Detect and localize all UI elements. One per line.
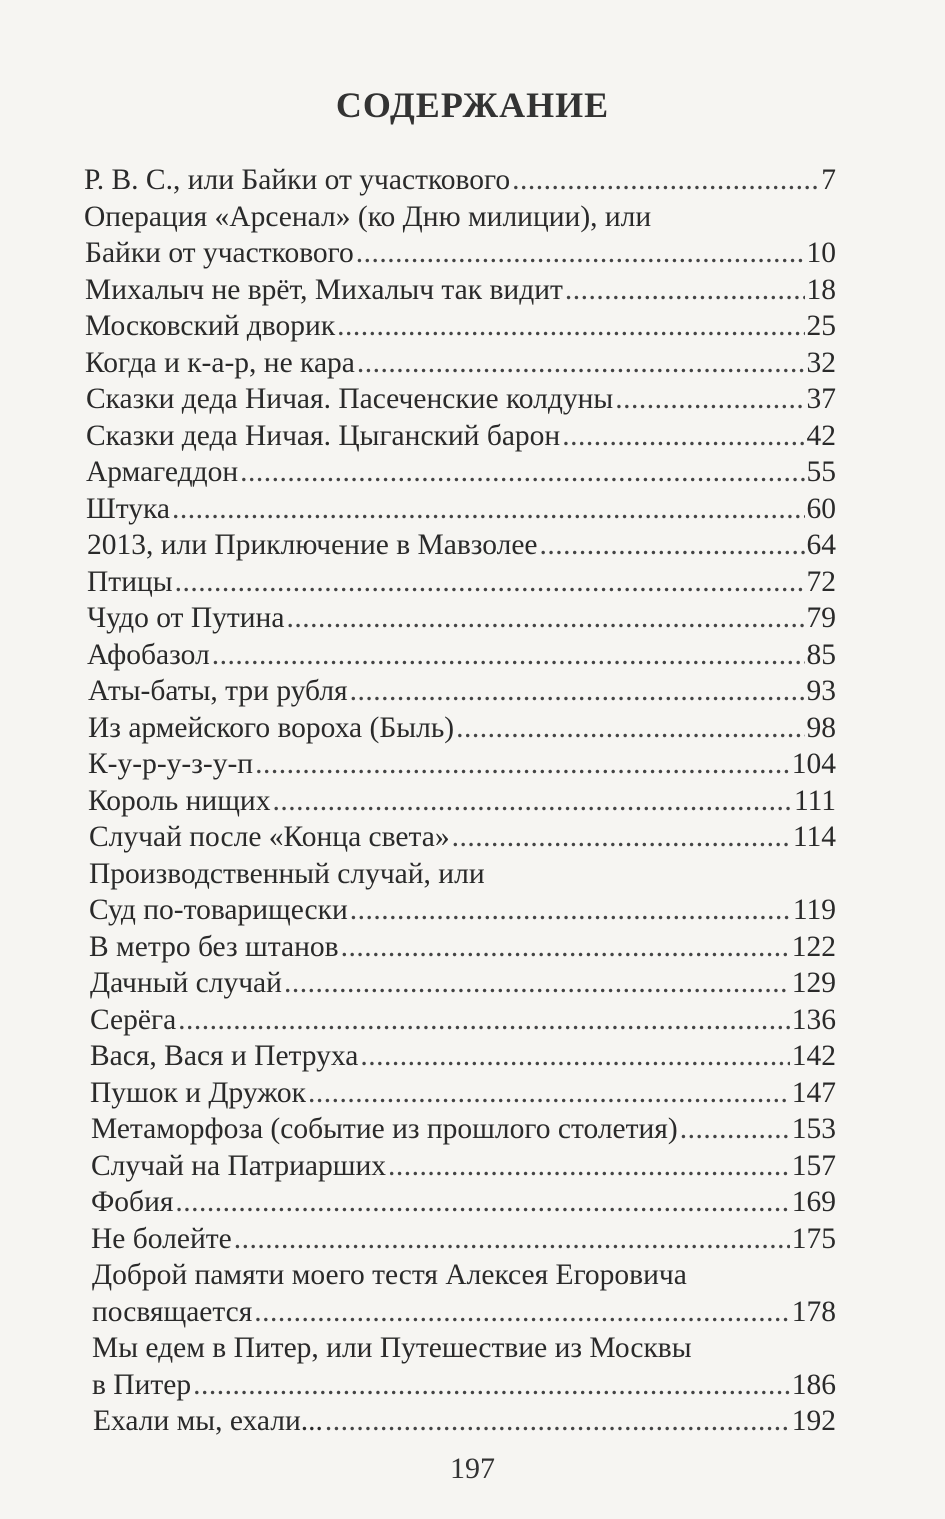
toc-entry — [90, 1002, 836, 1039]
toc-entry-title: Пушок и Дружок — [90, 1076, 306, 1109]
dot-leader — [452, 819, 791, 856]
toc-entry — [86, 381, 836, 418]
toc-entry-page: 111 — [793, 784, 836, 817]
toc-entry-title: в Питер — [92, 1368, 192, 1401]
dot-leader — [284, 965, 790, 1002]
toc-entry-title: Сказки деда Ничая. Пасеченские колдуны — [86, 383, 614, 415]
toc-entry-title: Ехали мы, ехали... — [93, 1405, 323, 1437]
dot-leader — [255, 746, 790, 783]
dot-leader — [337, 308, 804, 345]
dot-leader — [175, 1184, 789, 1221]
dot-leader — [350, 673, 805, 710]
toc-entry-page: 104 — [791, 748, 836, 780]
dot-leader — [272, 783, 791, 820]
toc-entry — [91, 1111, 836, 1148]
toc-entry-page: 142 — [791, 1040, 836, 1072]
dot-leader — [212, 637, 805, 674]
toc-entry-title: Байки от участкового — [85, 237, 354, 269]
dot-leader — [357, 345, 805, 382]
page-title: СОДЕРЖАНИЕ — [335, 85, 610, 125]
toc-entry — [92, 1294, 836, 1331]
toc-entry — [86, 454, 836, 491]
toc-entry — [90, 1038, 836, 1075]
toc-entry — [89, 856, 836, 893]
toc-entry-title: Производственный случай, или — [89, 857, 485, 890]
dot-leader — [234, 1221, 790, 1258]
toc-entry-title: Птицы — [87, 565, 173, 598]
dot-leader — [172, 491, 805, 528]
toc-entry-title: Случай на Патриарших — [91, 1149, 387, 1182]
toc-entry-title: Сказки деда Ничая. Цыганский барон — [86, 419, 561, 452]
toc-entry-title: Случай после «Конца света» — [89, 821, 450, 853]
dot-leader — [254, 1294, 789, 1331]
toc-entry-title: Михалыч не врёт, Михалыч так видит — [85, 273, 563, 306]
toc-entry-page: 10 — [806, 237, 836, 269]
toc-entry-page: 32 — [806, 346, 836, 379]
toc-entry-page: 186 — [791, 1368, 836, 1401]
toc-entry-page: 169 — [791, 1186, 836, 1218]
dot-leader — [562, 418, 804, 455]
toc-entry-page: 85 — [806, 638, 836, 671]
toc-entry-page: 37 — [806, 383, 836, 415]
toc-entry — [89, 929, 836, 966]
toc-entry — [84, 162, 836, 199]
toc-entry-title: Мы едем в Питер, или Путешествие из Москвы — [92, 1332, 692, 1364]
dot-leader — [341, 929, 790, 966]
toc-entry-title: Аты-баты, три рубля — [88, 675, 348, 707]
dot-leader — [193, 1367, 790, 1404]
dot-leader — [178, 1002, 790, 1039]
toc-entry-page: 42 — [806, 419, 836, 452]
dot-leader — [512, 162, 819, 199]
toc-entry-title: Метаморфоза (событие из прошлого столетия) — [91, 1113, 678, 1145]
toc-entry-title: Когда и к-а-р, не кара — [85, 346, 355, 379]
toc-entry-title: Афобазол — [87, 638, 210, 671]
toc-entry-title: Доброй памяти моего тестя Алексея Егоровича — [92, 1259, 687, 1291]
toc-entry-title: Король нищих — [88, 784, 271, 817]
dot-leader — [350, 892, 791, 929]
toc-entry-page: 72 — [806, 565, 836, 598]
toc-entry-title: Серёга — [90, 1003, 177, 1036]
toc-entry-page: 157 — [791, 1149, 836, 1182]
toc-entry — [85, 235, 836, 272]
toc-entry-title: Чудо от Путина — [87, 602, 285, 634]
toc-entry — [92, 1367, 836, 1404]
dot-leader — [360, 1038, 789, 1075]
toc-entry-title: Суд по-товарищески — [89, 894, 348, 926]
toc-entry-title: Московский дворик — [85, 310, 336, 342]
dot-leader — [325, 1403, 790, 1440]
toc-entry — [89, 819, 836, 856]
toc-entry-title: Из армейского вороха (Быль) — [88, 711, 455, 744]
page-number: 197 — [450, 1452, 495, 1485]
toc-entry-title: Армагеддон — [86, 456, 239, 488]
dot-leader — [240, 454, 804, 491]
toc-entry — [86, 418, 836, 455]
toc-entry-title: К-у-р-у-з-у-п — [88, 748, 254, 780]
toc-entry-page: 147 — [791, 1076, 836, 1109]
toc-entry-page: 98 — [806, 711, 836, 744]
dot-leader — [456, 710, 804, 747]
toc-entry-title: Не болейте — [91, 1222, 232, 1255]
toc-entry-page: 18 — [806, 273, 836, 306]
toc-entry — [90, 1075, 836, 1112]
toc-entry-page: 25 — [806, 310, 836, 342]
toc-entry-page: 64 — [806, 529, 836, 561]
toc-entry-title: В метро без штанов — [89, 930, 339, 963]
toc-entry — [91, 1148, 836, 1185]
toc-entry-title: 2013, или Приключение в Мавзолее — [87, 529, 538, 561]
toc-entry-title: посвящается — [92, 1295, 253, 1328]
dot-leader — [615, 381, 804, 418]
dot-leader — [175, 564, 805, 601]
toc-entry — [88, 673, 836, 710]
dot-leader — [308, 1075, 790, 1112]
toc-entry-page: 60 — [806, 492, 836, 525]
toc-entry-page: 79 — [806, 602, 836, 634]
toc-entry-title: Вася, Вася и Петруха — [90, 1040, 359, 1072]
toc-entry-page: 129 — [791, 967, 836, 999]
toc-entry — [90, 965, 836, 1002]
toc-entry — [87, 527, 836, 564]
toc-entry-title: Штука — [86, 492, 170, 525]
toc-entry — [87, 637, 836, 674]
toc-entry — [87, 600, 836, 637]
toc-entry-page: 114 — [792, 821, 836, 853]
toc-entry-title: Операция «Арсенал» (ко Дню милиции), или — [84, 200, 652, 233]
toc-entry — [88, 710, 836, 747]
toc-entry — [87, 564, 836, 601]
dot-leader — [356, 235, 805, 272]
toc-entry-title: Р. В. С., или Байки от участкового — [84, 164, 511, 196]
toc-entry-title: Дачный случай — [90, 967, 282, 999]
toc-entry — [85, 308, 836, 345]
dot-leader — [388, 1148, 790, 1185]
toc-entry-page: 119 — [792, 894, 836, 926]
toc-entry — [91, 1221, 836, 1258]
toc-entry — [88, 746, 836, 783]
toc-entry — [93, 1403, 836, 1440]
dot-leader — [680, 1111, 790, 1148]
toc-entry — [92, 1330, 836, 1367]
toc-entry-page: 122 — [791, 930, 836, 963]
toc-entry-page: 93 — [806, 675, 836, 707]
toc-entry-title: Фобия — [91, 1186, 174, 1218]
toc-entry — [85, 345, 836, 382]
toc-entry — [89, 892, 836, 929]
dot-leader — [565, 272, 805, 309]
toc-entry-page: 178 — [791, 1295, 836, 1328]
table-of-contents — [84, 162, 836, 1440]
toc-entry — [85, 272, 836, 309]
toc-entry-page: 175 — [791, 1222, 836, 1255]
toc-entry-page: 136 — [791, 1003, 836, 1036]
toc-entry — [92, 1257, 836, 1294]
toc-entry-page: 153 — [791, 1113, 836, 1145]
toc-entry — [86, 491, 836, 528]
toc-entry — [91, 1184, 836, 1221]
toc-entry — [84, 199, 836, 236]
toc-entry — [88, 783, 836, 820]
dot-leader — [540, 527, 805, 564]
toc-entry-page: 192 — [791, 1405, 836, 1437]
toc-entry-page: 7 — [821, 164, 836, 196]
dot-leader — [286, 600, 804, 637]
toc-entry-page: 55 — [806, 456, 836, 488]
